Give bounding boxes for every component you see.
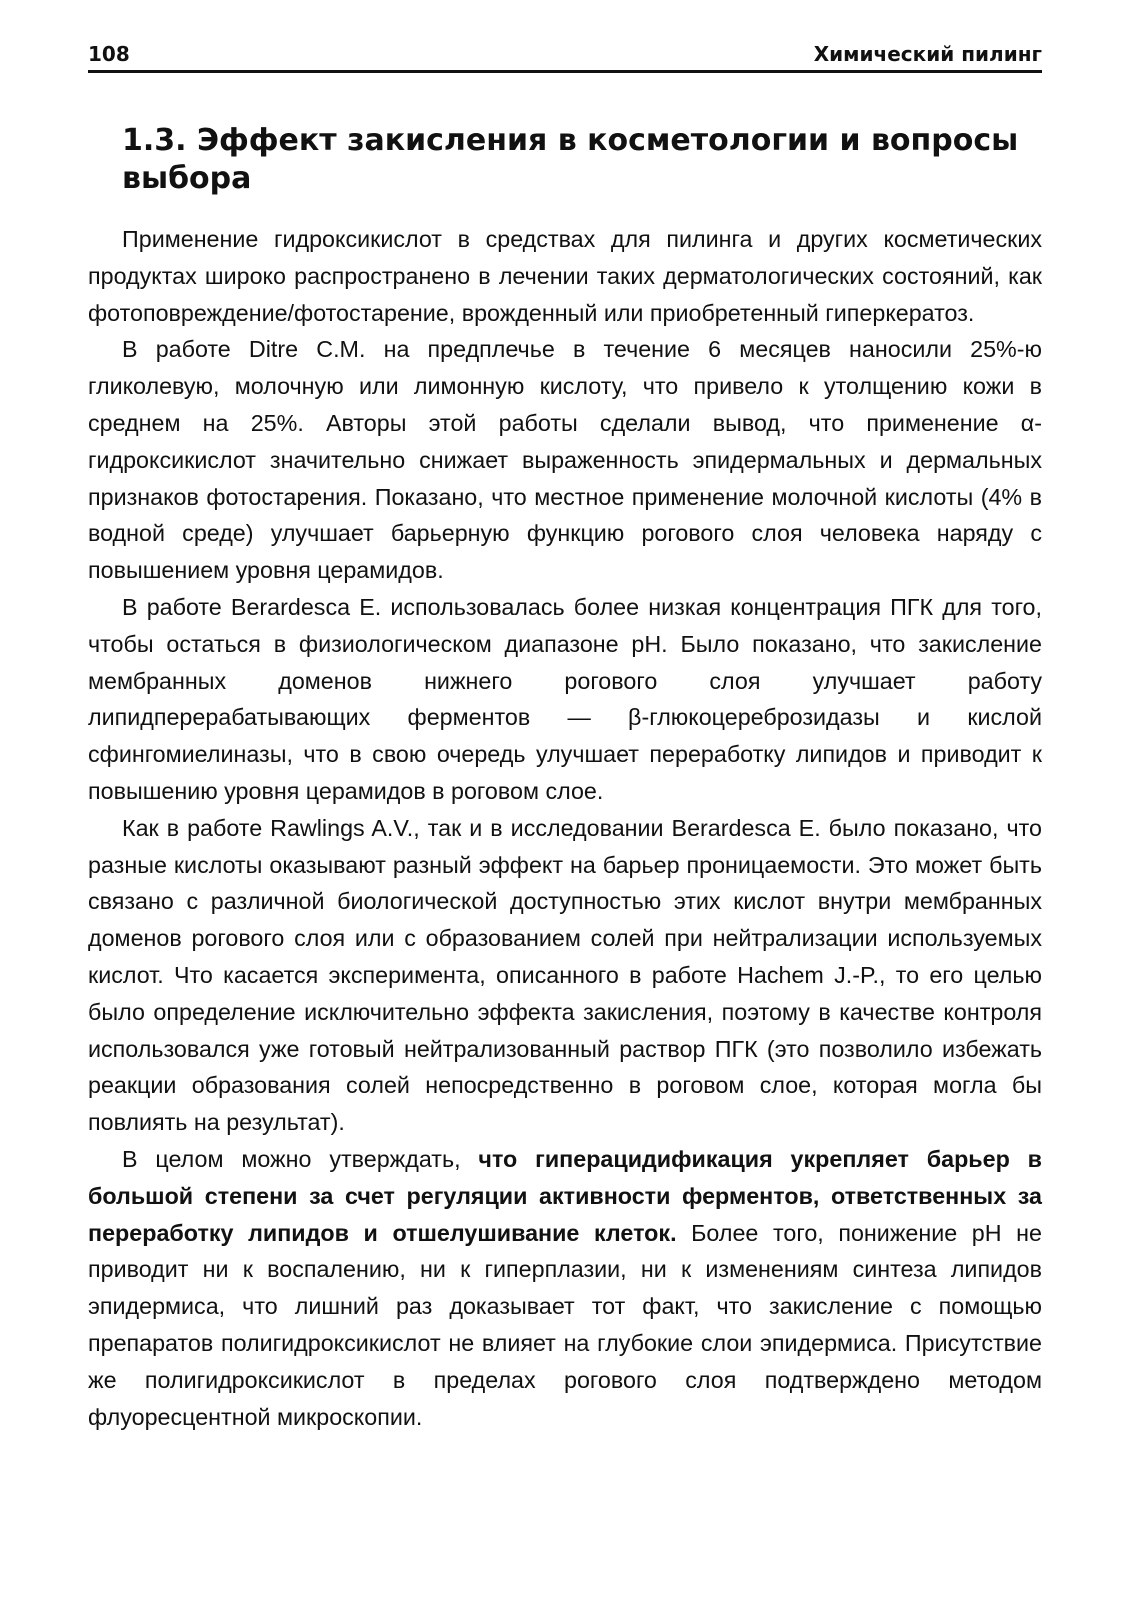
paragraph-2: В работе Ditre C.M. на предплечье в течение 6 месяцев наносили 25%-ю гликолевую, молочную или лимонную кислоту, что привело к утолщению кожи в среднем на 25%. Авторы этой работы сделали вывод, что применение α-гидроксикислот значительно снижает выраженность эпидермальных и дермальных признаков фотостарения. Показано, что местное применение молочной кислоты (4% в водной среде) улучшает барьерную функцию рогового слоя человека наряду с повышением уровня церамидов. <box>88 336 1042 584</box>
running-title: Химический пилинг <box>813 42 1042 66</box>
body-text <box>88 221 1042 1435</box>
paragraph-1: Применение гидроксикислот в средствах для пилинга и других косметических продуктах широко распространено в лечении таких дерматологических состояний, как фотоповреждение/фотостарение, врожденный или приобретенный гиперкератоз. <box>88 226 1042 326</box>
header-rule <box>88 70 1042 73</box>
paragraph-3: В работе Berardesca E. использовалась более низкая концентрация ПГК для того, чтобы остаться в физиологическом диапазоне pH. Было показано, что закисление мембранных доменов нижнего рогового слоя улучшает работу липидперерабатывающих ферментов — β-глюкоцереброзидазы и кислой сфингомиелиназы, что в свою очередь улучшает переработку липидов и приводит к повышению уровня церамидов в роговом слое. <box>88 593 1042 804</box>
page-number: 108 <box>88 42 130 66</box>
paragraph-4: Как в работе Rawlings A.V., так и в исследовании Berardesca E. было показано, что разные кислоты оказывают разный эффект на барьер проницаемости. Это может быть связано с различной биологической доступностью этих кислот внутри мембранных доменов рогового слоя или с образованием солей при нейтрализации используемых кислот. Что касается эксперимента, описанного в работе Hachem J.-P., то его целью было определение исключительно эффекта закисления, поэтому в качестве контроля использовался уже готовый нейтрализованный раствор ПГК (это позволило избежать реакции образования солей непосредственно в роговом слое, которая могла бы повлиять на результат). <box>88 814 1042 1136</box>
running-header <box>88 36 1042 66</box>
paragraph-5-start: В целом можно утверждать, <box>122 1145 479 1172</box>
section-title: 1.3. Эффект закисления в косметологии и вопросы выбора <box>122 123 1019 196</box>
paragraph-5-emphasis: что гиперацидификация укрепляет барьер в большой степени за счет регуляции активности ферментов, ответственных за переработку липидов и отшелушивание клеток. <box>88 1145 1042 1246</box>
paragraph-5 <box>88 1141 1042 1435</box>
paragraph-5-end: Более того, понижение pH не приводит ни к воспалению, ни к гиперплазии, ни к изменениям синтеза липидов эпидермиса, что лишний раз доказывает тот факт, что закисление с помощью препаратов полигидроксикислот не влияет на глубокие слои эпидермиса. Присутствие же полигидроксикислот в пределах рогового слоя подтверждено методом флуоресцентной микроскопии. <box>88 1219 1042 1430</box>
